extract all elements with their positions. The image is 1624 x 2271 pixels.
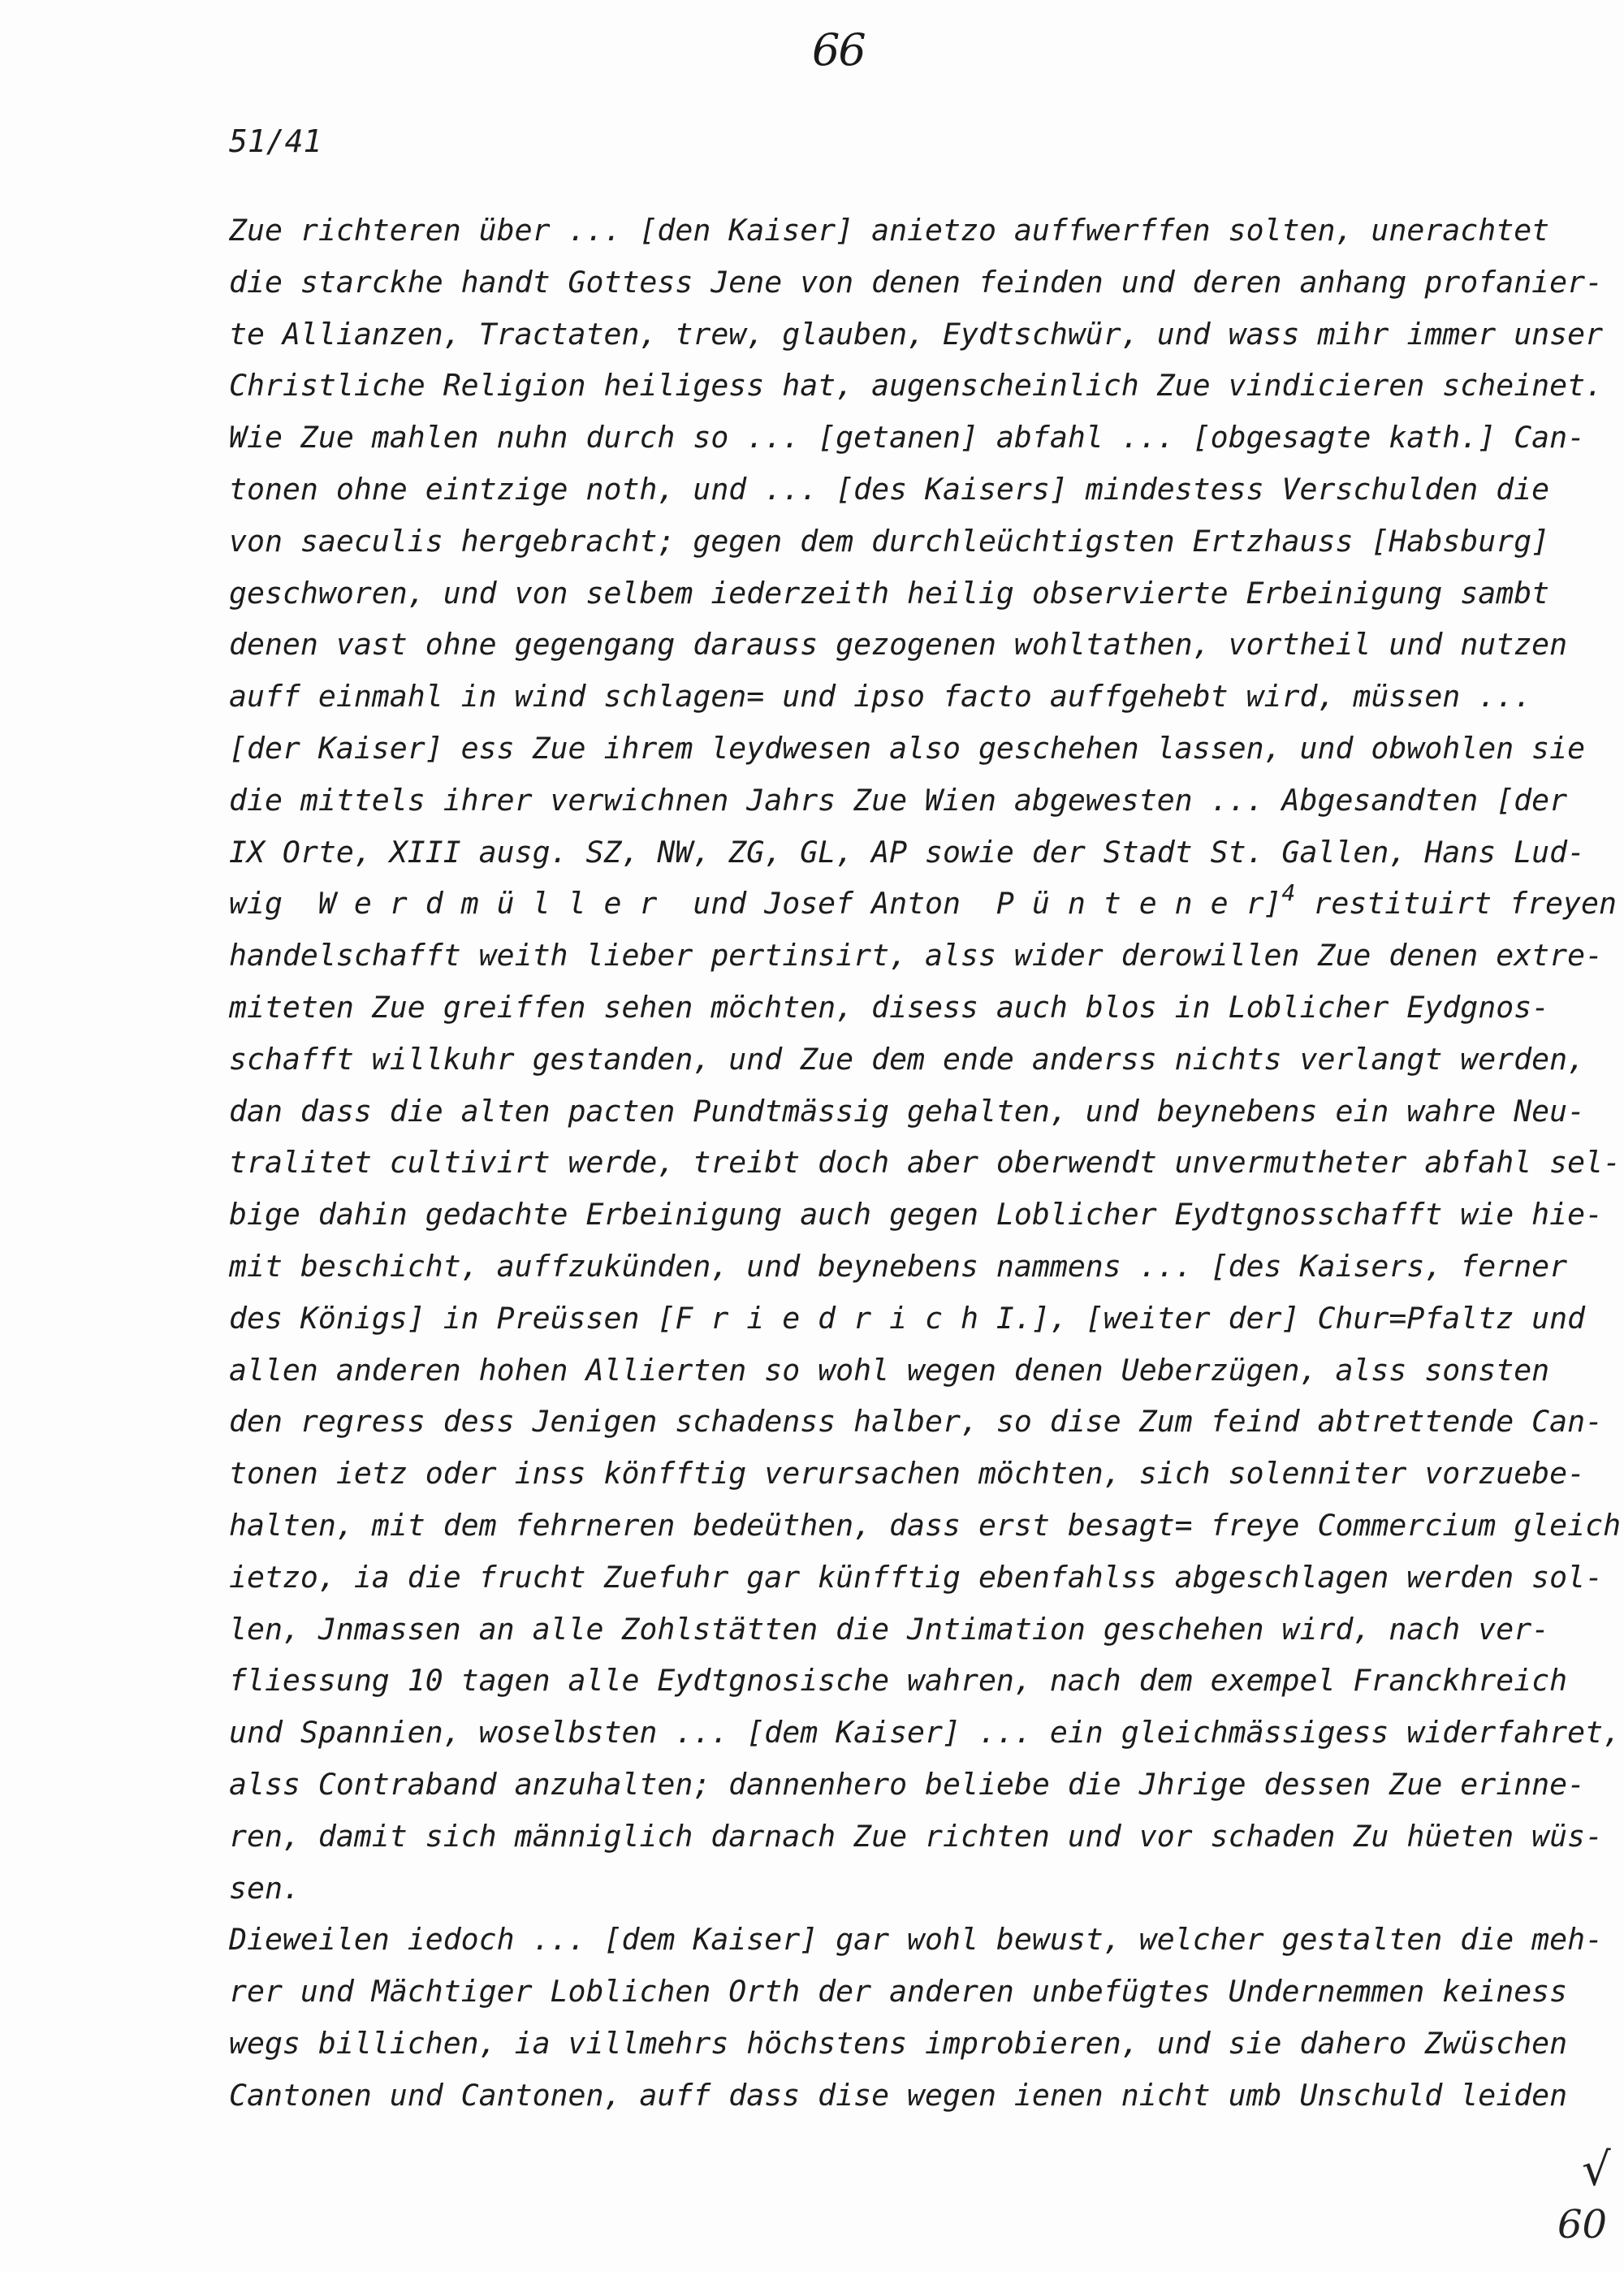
text-line: schafft willkuhr gestanden, und Zue dem ende anderss nichts verlangt werden, — [229, 1041, 1586, 1077]
text-line: geschworen, und von selbem iederzeith heilig observierte Erbeinigung sambt — [229, 575, 1550, 611]
text-line: len, Jnmassen an alle Zohlstätten die Jntimation geschehen wird, nach ver- — [229, 1611, 1550, 1647]
text-line: [der Kaiser] ess Zue ihrem leydwesen also geschehen lassen, und obwohlen sie — [229, 730, 1586, 766]
text-line-with-footnote — [229, 878, 1617, 930]
text-line: miteten Zue greiffen sehen möchten, disess auch blos in Loblicher Eydgnos- — [229, 989, 1550, 1025]
text-line: Zue richteren über ... [den Kaiser] anietzo auffwerffen solten, unerachtet — [229, 213, 1550, 248]
line-text: restituirt freyen — [1295, 886, 1617, 922]
text-line: die mittels ihrer verwichnen Jahrs Zue Wien abgewesten ... Abgesandten [der — [229, 782, 1568, 818]
checkmark-annotation: √ — [1582, 2144, 1611, 2196]
footnote-marker: 4 — [1281, 879, 1296, 907]
margin-page-number: 60 — [1557, 2202, 1608, 2247]
text-line: Cantonen und Cantonen, auff dass dise wegen ienen nicht umb Unschuld leiden — [229, 2077, 1568, 2113]
text-line: mit beschicht, auffzukünden, und beynebens nammens ... [des Kaisers, ferner — [229, 1248, 1568, 1284]
text-line: und Spannien, woselbsten ... [dem Kaiser] ... ein gleichmässigess widerfahret, — [229, 1715, 1622, 1751]
text-line: dan dass die alten pacten Pundtmässig gehalten, und beynebens ein wahre Neu- — [229, 1093, 1586, 1129]
text-line: bige dahin gedachte Erbeinigung auch gegen Loblicher Eydtgnosschafft wie hie- — [229, 1197, 1604, 1233]
text-line: alss Contraband anzuhalten; dannenhero beliebe die Jhrige dessen Zue erinne- — [229, 1766, 1586, 1802]
text-line: tonen ohne eintzige noth, und ... [des Kaisers] mindestess Verschulden die — [229, 471, 1550, 507]
text-line: wegs billichen, ia villmehrs höchstens improbieren, und sie dahero Zwüschen — [229, 2025, 1568, 2061]
text-line: tonen ietz oder inss könfftig verursachen möchten, sich solenniter vorzuebe- — [229, 1456, 1586, 1492]
text-line: sen. — [229, 1870, 300, 1906]
body-text — [229, 205, 1622, 2121]
text-line: rer und Mächtiger Loblichen Orth der anderen unbefügtes Undernemmen keiness — [229, 1974, 1568, 2010]
text-line: denen vast ohne gegengang darauss gezogenen wohltathen, vortheil und nutzen — [229, 627, 1568, 663]
line-text: wig W e r d m ü l l e r und Josef Anton P ü n t e n e r] — [229, 886, 1282, 922]
text-line: die starckhe handt Gottess Jene von denen feinden und deren anhang profanier- — [229, 264, 1604, 300]
text-line: von saeculis hergebracht; gegen dem durchleüchtigsten Ertzhauss [Habsburg] — [229, 523, 1550, 559]
text-line: allen anderen hohen Allierten so wohl wegen denen Ueberzügen, alss sonsten — [229, 1352, 1550, 1388]
text-line: IX Orte, XIII ausg. SZ, NW, ZG, GL, AP sowie der Stadt St. Gallen, Hans Lud- — [229, 834, 1586, 870]
text-line: Wie Zue mahlen nuhn durch so ... [getanen] abfahl ... [obgesagte kath.] Can- — [229, 420, 1586, 455]
handwritten-page-number: 66 — [812, 24, 865, 76]
text-line: Christliche Religion heiligess hat, augenscheinlich Zue vindicieren scheinet. — [229, 368, 1604, 404]
text-line: auff einmahl in wind schlagen= und ipso facto auffgehebt wird, müssen ... — [229, 679, 1532, 715]
text-line: halten, mit dem fehrneren bedeüthen, dass erst besagt= freye Commercium gleich — [229, 1507, 1622, 1543]
text-line: Dieweilen iedoch ... [dem Kaiser] gar wohl bewust, welcher gestalten die meh- — [229, 1922, 1604, 1958]
text-line: des Königs] in Preüssen [F r i e d r i c h I.], [weiter der] Chur=Pfaltz und — [229, 1300, 1586, 1336]
text-line: te Allianzen, Tractaten, trew, glauben, Eydtschwür, und wass mihr immer unser — [229, 316, 1604, 352]
text-line: den regress dess Jenigen schadenss halber, so dise Zum feind abtrettende Can- — [229, 1404, 1604, 1440]
text-line: ren, damit sich männiglich darnach Zue richten und vor schaden Zu hüeten wüs- — [229, 1818, 1604, 1854]
text-line: handelschafft weith lieber pertinsirt, alss wider derowillen Zue denen extre- — [229, 938, 1604, 974]
text-line: ietzo, ia die frucht Zuefuhr gar künfftig ebenfahlss abgeschlagen werden sol- — [229, 1559, 1604, 1595]
reference-number: 51/41 — [229, 123, 322, 159]
text-line: tralitet cultivirt werde, treibt doch aber oberwendt unvermutheter abfahl sel- — [229, 1145, 1622, 1181]
text-line: fliessung 10 tagen alle Eydtgnosische wahren, nach dem exempel Franckhreich — [229, 1663, 1568, 1699]
